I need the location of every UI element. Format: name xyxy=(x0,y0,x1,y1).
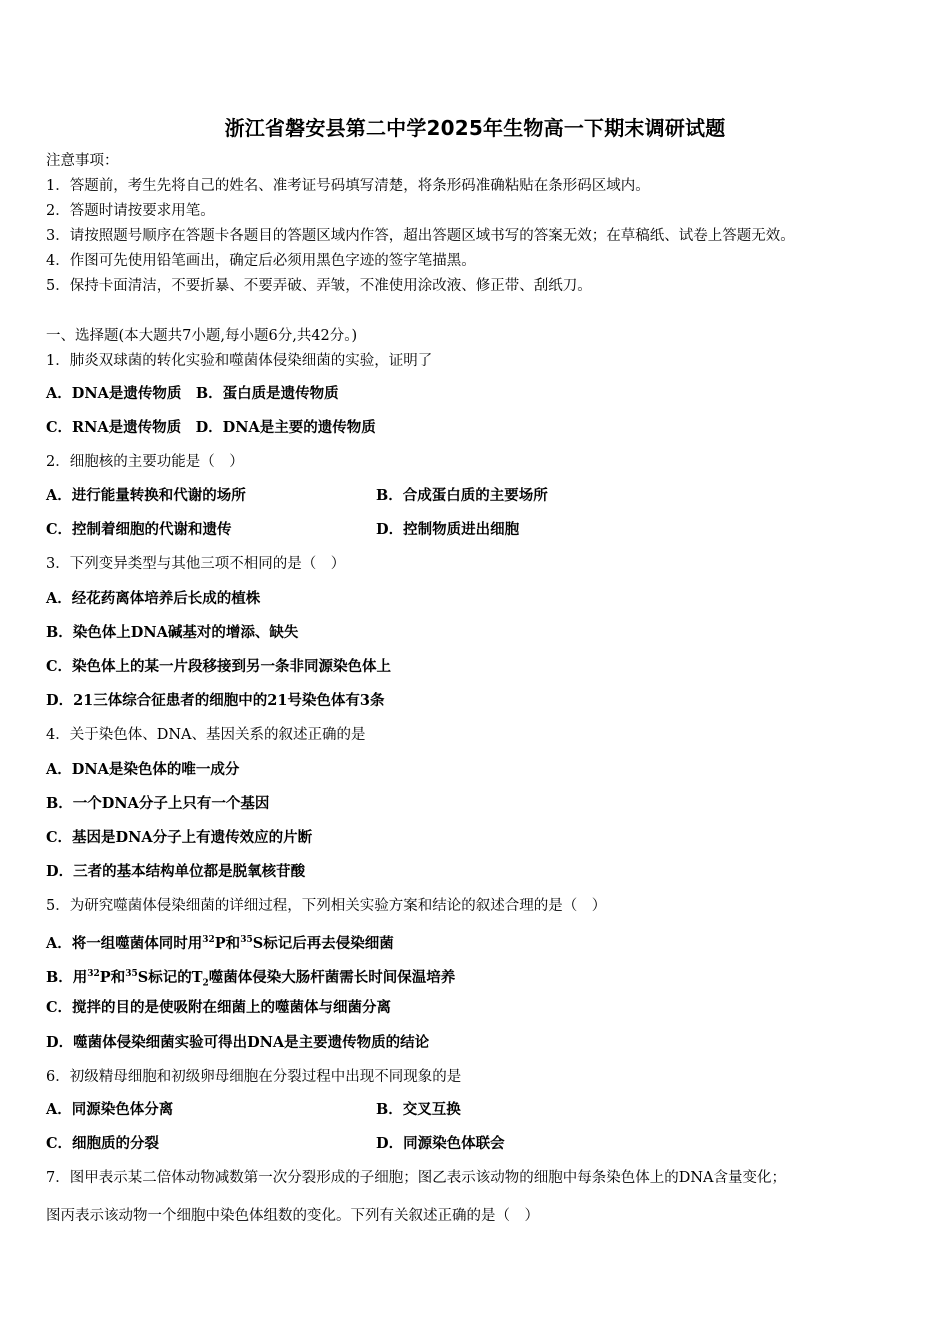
q3-option-d: D．21三体综合征患者的细胞中的21号染色体有3条 xyxy=(46,692,385,709)
q5-option-b: B．用$^{32}$P和$^{35}$S标记的$T_2$噬菌体侵染大肠杆菌需长时间保温培养 xyxy=(46,968,456,989)
q2-option-c: C．控制着细胞的代谢和遗传 xyxy=(46,521,232,538)
q1-stem: 1．肺炎双球菌的转化实验和噬菌体侵染细菌的实验，证明了 xyxy=(46,353,433,369)
q2-option-b: B．合成蛋白质的主要场所 xyxy=(376,487,548,504)
q1-options-row1: A．DNA是遗传物质 B．蛋白质是遗传物质 xyxy=(46,385,339,402)
q3-option-b: B．染色体上DNA碱基对的增添、缺失 xyxy=(46,624,299,641)
q6-option-c: C．细胞质的分裂 xyxy=(46,1135,160,1152)
section-heading: 一、选择题(本大题共7小题,每小题6分,共42分。) xyxy=(46,328,358,344)
q6-option-d: D．同源染色体联会 xyxy=(376,1135,505,1152)
q5-option-c: C．搅拌的目的是使吸附在细菌上的噬菌体与细菌分离 xyxy=(46,999,392,1016)
notice-item-3: 3．请按照题号顺序在答题卡各题目的答题区域内作答，超出答题区域书写的答案无效；在草稿纸、试卷上答题无效。 xyxy=(46,228,795,244)
notice-item-1: 1．答题前，考生先将自己的姓名、准考证号码填写清楚，将条形码准确粘贴在条形码区域内。 xyxy=(46,178,650,194)
q2-option-a: A．进行能量转换和代谢的场所 xyxy=(46,487,246,504)
q3-option-c: C．染色体上的某一片段移接到另一条非同源染色体上 xyxy=(46,658,392,675)
notice-item-4: 4．作图可先使用铅笔画出，确定后必须用黑色字迹的签字笔描黑。 xyxy=(46,253,476,269)
q3-stem: 3．下列变异类型与其他三项不相同的是（ ） xyxy=(46,556,346,572)
notice-heading: 注意事项： xyxy=(46,153,119,169)
q7-stem-line2: 图丙表示该动物一个细胞中染色体组数的变化。下列有关叙述正确的是（ ） xyxy=(46,1208,539,1224)
q1-options-row2: C．RNA是遗传物质 D．DNA是主要的遗传物质 xyxy=(46,419,376,436)
notice-item-5: 5．保持卡面清洁，不要折暴、不要弄破、弄皱，不准使用涂改液、修正带、刮纸刀。 xyxy=(46,278,592,294)
page-title: 浙江省磐安县第二中学2025年生物高一下期末调研试题 xyxy=(224,116,726,140)
q4-option-b: B．一个DNA分子上只有一个基因 xyxy=(46,795,270,812)
q4-option-c: C．基因是DNA分子上有遗传效应的片断 xyxy=(46,829,313,846)
q6-option-b: B．交叉互换 xyxy=(376,1101,461,1118)
q6-option-a: A．同源染色体分离 xyxy=(46,1101,174,1118)
notice-item-2: 2．答题时请按要求用笔。 xyxy=(46,203,215,219)
q4-option-d: D．三者的基本结构单位都是脱氧核苷酸 xyxy=(46,863,306,880)
q5-option-a: A．将一组噬菌体同时用$^{32}$P和$^{35}$S标记后再去侵染细菌 xyxy=(46,934,394,952)
q5-stem: 5．为研究噬菌体侵染细菌的详细过程，下列相关实验方案和结论的叙述合理的是（ ） xyxy=(46,898,607,914)
q6-stem: 6．初级精母细胞和初级卵母细胞在分裂过程中出现不同现象的是 xyxy=(46,1069,462,1085)
q7-stem-line1: 7．图甲表示某二倍体动物减数第一次分裂形成的子细胞；图乙表示该动物的细胞中每条染色体上的DNA含量变化； xyxy=(46,1170,787,1186)
q3-option-a: A．经花药离体培养后长成的植株 xyxy=(46,590,261,607)
q4-stem: 4．关于染色体、DNA、基因关系的叙述正确的是 xyxy=(46,727,366,743)
q2-stem: 2．细胞核的主要功能是（ ） xyxy=(46,454,244,470)
q4-option-a: A．DNA是染色体的唯一成分 xyxy=(46,761,240,778)
q5-option-d: D．噬菌体侵染细菌实验可得出DNA是主要遗传物质的结论 xyxy=(46,1034,430,1051)
q2-option-d: D．控制物质进出细胞 xyxy=(376,521,520,538)
